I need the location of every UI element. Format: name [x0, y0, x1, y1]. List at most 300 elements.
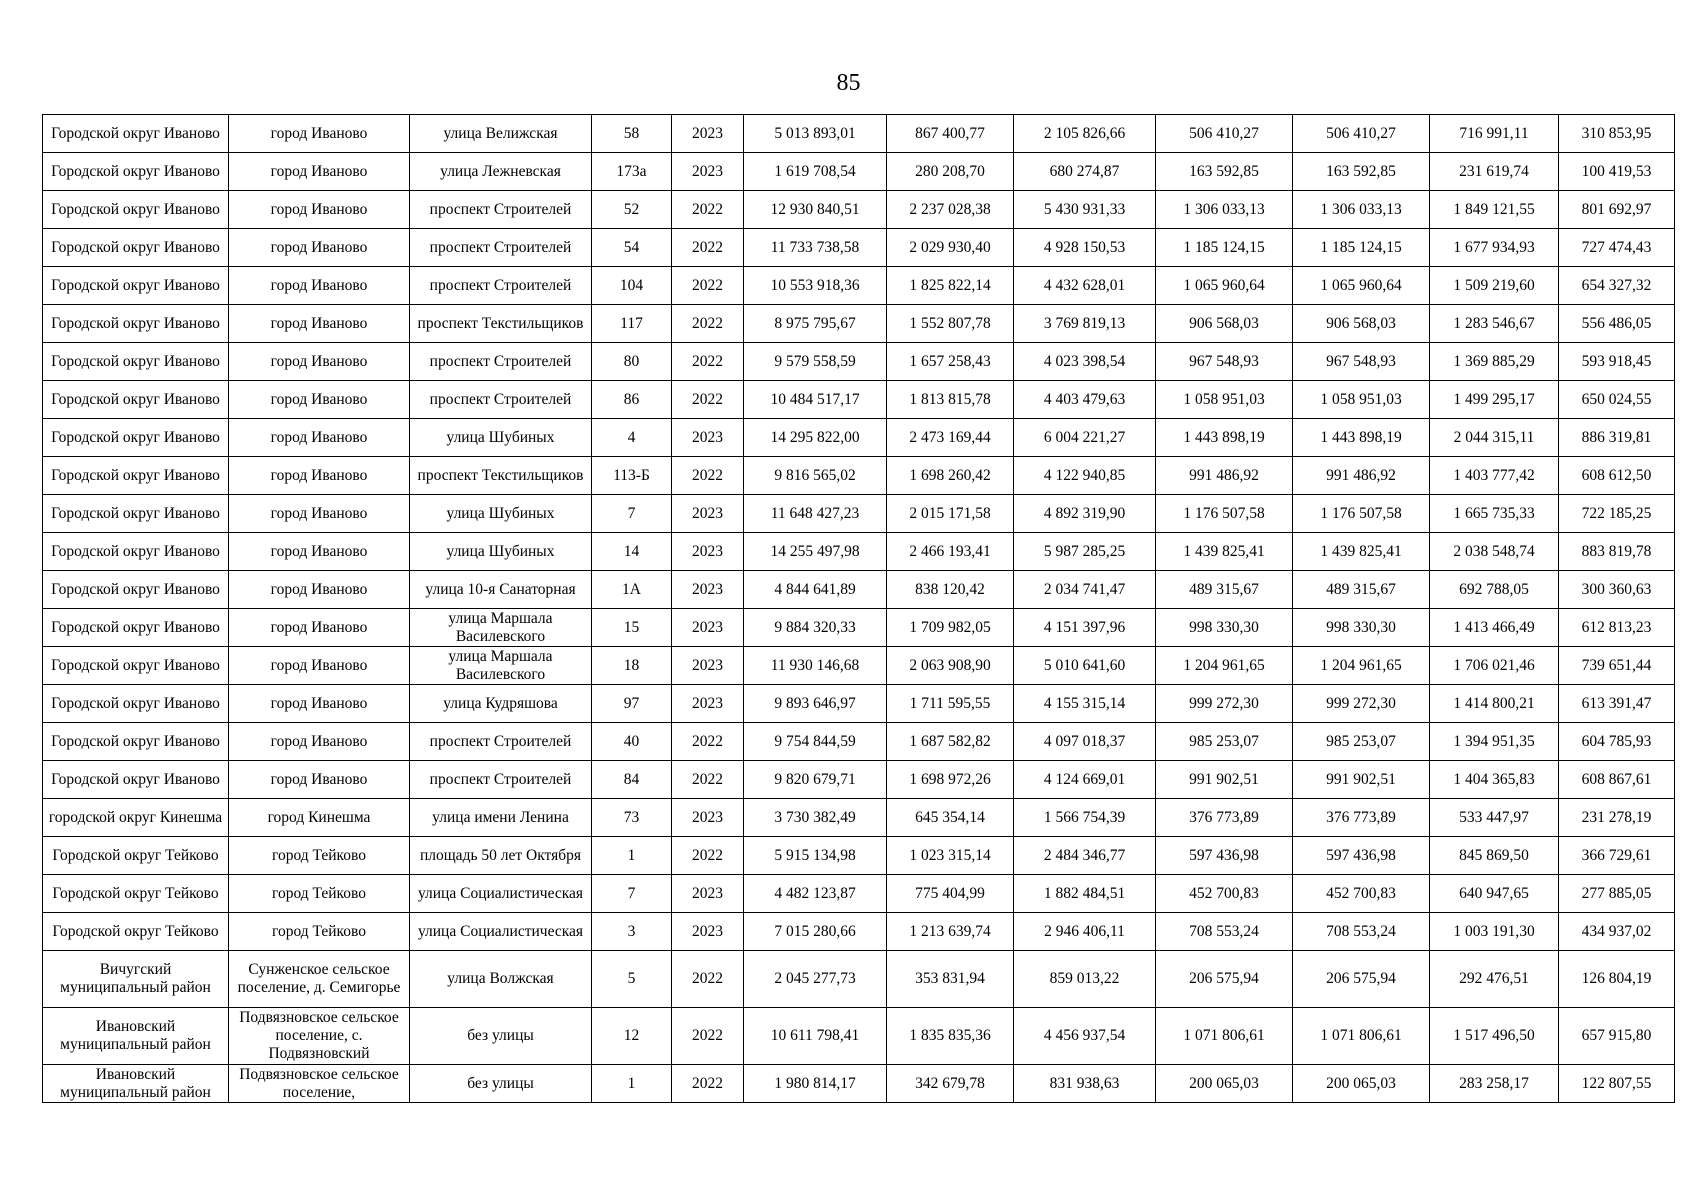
amount-cell: 831 938,63 — [1014, 1065, 1156, 1103]
amount-cell: 597 436,98 — [1293, 837, 1430, 875]
amount-cell: 2 044 315,11 — [1430, 419, 1559, 457]
total-cost-cell: 14 295 822,00 — [744, 419, 887, 457]
amount-cell: 4 122 940,85 — [1014, 457, 1156, 495]
year-cell: 2022 — [672, 837, 744, 875]
amount-cell: 1 499 295,17 — [1430, 381, 1559, 419]
street-cell: проспект Строителей — [410, 761, 592, 799]
amount-cell: 886 319,81 — [1559, 419, 1675, 457]
year-cell: 2023 — [672, 419, 744, 457]
municipality-cell: Городской округ Иваново — [43, 571, 229, 609]
house-number-cell: 5 — [592, 951, 672, 1008]
amount-cell: 4 151 397,96 — [1014, 609, 1156, 647]
amount-cell: 434 937,02 — [1559, 913, 1675, 951]
municipality-cell: Вичугский муниципальный район — [43, 951, 229, 1008]
amount-cell: 4 403 479,63 — [1014, 381, 1156, 419]
municipality-cell: Городской округ Иваново — [43, 419, 229, 457]
total-cost-cell: 3 730 382,49 — [744, 799, 887, 837]
amount-cell: 883 819,78 — [1559, 533, 1675, 571]
amount-cell: 1 065 960,64 — [1156, 267, 1293, 305]
municipality-cell: Городской округ Иваново — [43, 533, 229, 571]
total-cost-cell: 11 648 427,23 — [744, 495, 887, 533]
year-cell: 2022 — [672, 343, 744, 381]
amount-cell: 1 882 484,51 — [1014, 875, 1156, 913]
house-number-cell: 14 — [592, 533, 672, 571]
amount-cell: 1 706 021,46 — [1430, 647, 1559, 685]
amount-cell: 867 400,77 — [887, 115, 1014, 153]
amount-cell: 967 548,93 — [1156, 343, 1293, 381]
amount-cell: 801 692,97 — [1559, 191, 1675, 229]
amount-cell: 4 456 937,54 — [1014, 1008, 1156, 1065]
table-row — [43, 913, 1675, 951]
street-cell: улица Маршала Василевского — [410, 609, 592, 647]
amount-cell: 5 010 641,60 — [1014, 647, 1156, 685]
amount-cell: 1 439 825,41 — [1156, 533, 1293, 571]
house-number-cell: 7 — [592, 875, 672, 913]
amount-cell: 739 651,44 — [1559, 647, 1675, 685]
year-cell: 2023 — [672, 153, 744, 191]
amount-cell: 1 404 365,83 — [1430, 761, 1559, 799]
amount-cell: 1 657 258,43 — [887, 343, 1014, 381]
house-number-cell: 58 — [592, 115, 672, 153]
amount-cell: 300 360,63 — [1559, 571, 1675, 609]
amount-cell: 1 003 191,30 — [1430, 913, 1559, 951]
total-cost-cell: 11 930 146,68 — [744, 647, 887, 685]
street-cell: улица Шубиных — [410, 533, 592, 571]
street-cell: улица Шубиных — [410, 495, 592, 533]
table-row — [43, 343, 1675, 381]
table-row — [43, 685, 1675, 723]
year-cell: 2022 — [672, 723, 744, 761]
street-cell: улица Маршала Василевского — [410, 647, 592, 685]
municipality-cell: Городской округ Тейково — [43, 913, 229, 951]
amount-cell: 1 213 639,74 — [887, 913, 1014, 951]
housing-repair-table — [42, 114, 1675, 1103]
amount-cell: 100 419,53 — [1559, 153, 1675, 191]
amount-cell: 163 592,85 — [1293, 153, 1430, 191]
street-cell: проспект Текстильщиков — [410, 457, 592, 495]
house-number-cell: 3 — [592, 913, 672, 951]
table-row — [43, 229, 1675, 267]
total-cost-cell: 5 013 893,01 — [744, 115, 887, 153]
settlement-cell: город Иваново — [229, 229, 410, 267]
municipality-cell: Городской округ Иваново — [43, 305, 229, 343]
amount-cell: 1 306 033,13 — [1156, 191, 1293, 229]
amount-cell: 1 698 972,26 — [887, 761, 1014, 799]
settlement-cell: город Иваново — [229, 761, 410, 799]
house-number-cell: 104 — [592, 267, 672, 305]
table-row — [43, 419, 1675, 457]
house-number-cell: 1А — [592, 571, 672, 609]
amount-cell: 1 443 898,19 — [1156, 419, 1293, 457]
street-cell: без улицы — [410, 1065, 592, 1103]
table-row — [43, 495, 1675, 533]
amount-cell: 657 915,80 — [1559, 1008, 1675, 1065]
amount-cell: 1 185 124,15 — [1293, 229, 1430, 267]
settlement-cell: город Кинешма — [229, 799, 410, 837]
house-number-cell: 54 — [592, 229, 672, 267]
settlement-cell: город Иваново — [229, 153, 410, 191]
street-cell: улица имени Ленина — [410, 799, 592, 837]
amount-cell: 1 711 595,55 — [887, 685, 1014, 723]
amount-cell: 1 394 951,35 — [1430, 723, 1559, 761]
amount-cell: 2 946 406,11 — [1014, 913, 1156, 951]
amount-cell: 206 575,94 — [1156, 951, 1293, 1008]
amount-cell: 991 486,92 — [1293, 457, 1430, 495]
amount-cell: 1 698 260,42 — [887, 457, 1014, 495]
street-cell: проспект Строителей — [410, 267, 592, 305]
amount-cell: 597 436,98 — [1156, 837, 1293, 875]
amount-cell: 1 283 546,67 — [1430, 305, 1559, 343]
street-cell: площадь 50 лет Октября — [410, 837, 592, 875]
street-cell: проспект Строителей — [410, 229, 592, 267]
settlement-cell: город Иваново — [229, 571, 410, 609]
municipality-cell: Городской округ Иваново — [43, 723, 229, 761]
year-cell: 2023 — [672, 571, 744, 609]
total-cost-cell: 9 816 565,02 — [744, 457, 887, 495]
total-cost-cell: 7 015 280,66 — [744, 913, 887, 951]
table-row — [43, 153, 1675, 191]
settlement-cell: Подвязновское сельское поселение, с. Подвязновский — [229, 1008, 410, 1065]
amount-cell: 991 902,51 — [1293, 761, 1430, 799]
amount-cell: 4 023 398,54 — [1014, 343, 1156, 381]
settlement-cell: город Иваново — [229, 723, 410, 761]
street-cell: улица Социалистическая — [410, 913, 592, 951]
amount-cell: 1 835 835,36 — [887, 1008, 1014, 1065]
amount-cell: 906 568,03 — [1293, 305, 1430, 343]
year-cell: 2022 — [672, 457, 744, 495]
year-cell: 2022 — [672, 381, 744, 419]
amount-cell: 533 447,97 — [1430, 799, 1559, 837]
amount-cell: 2 034 741,47 — [1014, 571, 1156, 609]
amount-cell: 640 947,65 — [1430, 875, 1559, 913]
municipality-cell: Городской округ Иваново — [43, 685, 229, 723]
table-body — [43, 115, 1675, 1103]
amount-cell: 1 849 121,55 — [1430, 191, 1559, 229]
amount-cell: 2 473 169,44 — [887, 419, 1014, 457]
amount-cell: 2 484 346,77 — [1014, 837, 1156, 875]
table-row — [43, 761, 1675, 799]
year-cell: 2022 — [672, 761, 744, 799]
amount-cell: 1 439 825,41 — [1293, 533, 1430, 571]
amount-cell: 6 004 221,27 — [1014, 419, 1156, 457]
year-cell: 2022 — [672, 191, 744, 229]
year-cell: 2023 — [672, 685, 744, 723]
amount-cell: 1 023 315,14 — [887, 837, 1014, 875]
amount-cell: 1 665 735,33 — [1430, 495, 1559, 533]
amount-cell: 452 700,83 — [1156, 875, 1293, 913]
amount-cell: 5 987 285,25 — [1014, 533, 1156, 571]
amount-cell: 292 476,51 — [1430, 951, 1559, 1008]
year-cell: 2023 — [672, 495, 744, 533]
amount-cell: 991 486,92 — [1156, 457, 1293, 495]
amount-cell: 708 553,24 — [1156, 913, 1293, 951]
amount-cell: 2 237 028,38 — [887, 191, 1014, 229]
house-number-cell: 18 — [592, 647, 672, 685]
street-cell: проспект Строителей — [410, 343, 592, 381]
table-row — [43, 533, 1675, 571]
house-number-cell: 84 — [592, 761, 672, 799]
amount-cell: 604 785,93 — [1559, 723, 1675, 761]
amount-cell: 2 105 826,66 — [1014, 115, 1156, 153]
amount-cell: 1 709 982,05 — [887, 609, 1014, 647]
municipality-cell: Городской округ Иваново — [43, 267, 229, 305]
amount-cell: 376 773,89 — [1156, 799, 1293, 837]
total-cost-cell: 9 893 646,97 — [744, 685, 887, 723]
street-cell: проспект Строителей — [410, 381, 592, 419]
year-cell: 2022 — [672, 305, 744, 343]
amount-cell: 998 330,30 — [1156, 609, 1293, 647]
amount-cell: 991 902,51 — [1156, 761, 1293, 799]
amount-cell: 206 575,94 — [1293, 951, 1430, 1008]
year-cell: 2022 — [672, 267, 744, 305]
house-number-cell: 113-Б — [592, 457, 672, 495]
settlement-cell: город Тейково — [229, 913, 410, 951]
year-cell: 2023 — [672, 609, 744, 647]
total-cost-cell: 12 930 840,51 — [744, 191, 887, 229]
amount-cell: 366 729,61 — [1559, 837, 1675, 875]
amount-cell: 2 038 548,74 — [1430, 533, 1559, 571]
amount-cell: 999 272,30 — [1156, 685, 1293, 723]
municipality-cell: Городской округ Иваново — [43, 457, 229, 495]
amount-cell: 4 097 018,37 — [1014, 723, 1156, 761]
year-cell: 2022 — [672, 1065, 744, 1103]
settlement-cell: город Иваново — [229, 609, 410, 647]
municipality-cell: Городской округ Иваново — [43, 381, 229, 419]
amount-cell: 1 306 033,13 — [1293, 191, 1430, 229]
amount-cell: 1 443 898,19 — [1293, 419, 1430, 457]
amount-cell: 506 410,27 — [1293, 115, 1430, 153]
amount-cell: 1 517 496,50 — [1430, 1008, 1559, 1065]
amount-cell: 1 176 507,58 — [1156, 495, 1293, 533]
settlement-cell: город Иваново — [229, 115, 410, 153]
settlement-cell: город Тейково — [229, 875, 410, 913]
table-row — [43, 571, 1675, 609]
total-cost-cell: 9 820 679,71 — [744, 761, 887, 799]
amount-cell: 2 063 908,90 — [887, 647, 1014, 685]
amount-cell: 1 185 124,15 — [1156, 229, 1293, 267]
amount-cell: 1 552 807,78 — [887, 305, 1014, 343]
house-number-cell: 7 — [592, 495, 672, 533]
year-cell: 2023 — [672, 799, 744, 837]
year-cell: 2023 — [672, 533, 744, 571]
amount-cell: 998 330,30 — [1293, 609, 1430, 647]
amount-cell: 692 788,05 — [1430, 571, 1559, 609]
amount-cell: 1 176 507,58 — [1293, 495, 1430, 533]
municipality-cell: городской округ Кинешма — [43, 799, 229, 837]
year-cell: 2023 — [672, 875, 744, 913]
amount-cell: 200 065,03 — [1156, 1065, 1293, 1103]
amount-cell: 608 867,61 — [1559, 761, 1675, 799]
amount-cell: 650 024,55 — [1559, 381, 1675, 419]
street-cell: без улицы — [410, 1008, 592, 1065]
amount-cell: 4 124 669,01 — [1014, 761, 1156, 799]
settlement-cell: город Иваново — [229, 343, 410, 381]
amount-cell: 231 278,19 — [1559, 799, 1675, 837]
table-row — [43, 799, 1675, 837]
amount-cell: 1 687 582,82 — [887, 723, 1014, 761]
total-cost-cell: 9 754 844,59 — [744, 723, 887, 761]
total-cost-cell: 2 045 277,73 — [744, 951, 887, 1008]
year-cell: 2023 — [672, 115, 744, 153]
house-number-cell: 73 — [592, 799, 672, 837]
house-number-cell: 117 — [592, 305, 672, 343]
settlement-cell: город Иваново — [229, 419, 410, 457]
amount-cell: 3 769 819,13 — [1014, 305, 1156, 343]
total-cost-cell: 5 915 134,98 — [744, 837, 887, 875]
municipality-cell: Городской округ Тейково — [43, 837, 229, 875]
house-number-cell: 52 — [592, 191, 672, 229]
amount-cell: 722 185,25 — [1559, 495, 1675, 533]
year-cell: 2023 — [672, 913, 744, 951]
settlement-cell: Сунженское сельское поселение, д. Семигорье — [229, 951, 410, 1008]
table-row — [43, 191, 1675, 229]
amount-cell: 452 700,83 — [1293, 875, 1430, 913]
amount-cell: 376 773,89 — [1293, 799, 1430, 837]
municipality-cell: Городской округ Тейково — [43, 875, 229, 913]
amount-cell: 1 414 800,21 — [1430, 685, 1559, 723]
amount-cell: 2 466 193,41 — [887, 533, 1014, 571]
amount-cell: 1 071 806,61 — [1156, 1008, 1293, 1065]
table-row — [43, 647, 1675, 685]
settlement-cell: город Иваново — [229, 647, 410, 685]
amount-cell: 708 553,24 — [1293, 913, 1430, 951]
amount-cell: 4 892 319,90 — [1014, 495, 1156, 533]
amount-cell: 593 918,45 — [1559, 343, 1675, 381]
street-cell: проспект Текстильщиков — [410, 305, 592, 343]
table-row — [43, 609, 1675, 647]
page-number: 85 — [836, 70, 861, 96]
municipality-cell: Городской округ Иваново — [43, 153, 229, 191]
year-cell: 2022 — [672, 951, 744, 1008]
amount-cell: 838 120,42 — [887, 571, 1014, 609]
municipality-cell: Городской округ Иваново — [43, 495, 229, 533]
amount-cell: 1 403 777,42 — [1430, 457, 1559, 495]
total-cost-cell: 1 619 708,54 — [744, 153, 887, 191]
amount-cell: 613 391,47 — [1559, 685, 1675, 723]
amount-cell: 680 274,87 — [1014, 153, 1156, 191]
settlement-cell: город Иваново — [229, 685, 410, 723]
total-cost-cell: 9 884 320,33 — [744, 609, 887, 647]
municipality-cell: Городской округ Иваново — [43, 761, 229, 799]
year-cell: 2022 — [672, 229, 744, 267]
total-cost-cell: 9 579 558,59 — [744, 343, 887, 381]
amount-cell: 489 315,67 — [1293, 571, 1430, 609]
municipality-cell: Городской округ Иваново — [43, 343, 229, 381]
table-row — [43, 267, 1675, 305]
settlement-cell: Подвязновское сельское поселение, — [229, 1065, 410, 1103]
settlement-cell: город Иваново — [229, 191, 410, 229]
total-cost-cell: 10 611 798,41 — [744, 1008, 887, 1065]
amount-cell: 489 315,67 — [1156, 571, 1293, 609]
amount-cell: 200 065,03 — [1293, 1065, 1430, 1103]
total-cost-cell: 8 975 795,67 — [744, 305, 887, 343]
amount-cell: 1 204 961,65 — [1293, 647, 1430, 685]
street-cell: улица Лежневская — [410, 153, 592, 191]
street-cell: улица Кудряшова — [410, 685, 592, 723]
total-cost-cell: 10 484 517,17 — [744, 381, 887, 419]
amount-cell: 1 058 951,03 — [1293, 381, 1430, 419]
total-cost-cell: 4 844 641,89 — [744, 571, 887, 609]
amount-cell: 231 619,74 — [1430, 153, 1559, 191]
amount-cell: 906 568,03 — [1156, 305, 1293, 343]
amount-cell: 283 258,17 — [1430, 1065, 1559, 1103]
table-row — [43, 305, 1675, 343]
amount-cell: 1 813 815,78 — [887, 381, 1014, 419]
municipality-cell: Ивановский муниципальный район — [43, 1008, 229, 1065]
total-cost-cell: 14 255 497,98 — [744, 533, 887, 571]
house-number-cell: 15 — [592, 609, 672, 647]
municipality-cell: Городской округ Иваново — [43, 647, 229, 685]
amount-cell: 1 058 951,03 — [1156, 381, 1293, 419]
amount-cell: 5 430 931,33 — [1014, 191, 1156, 229]
table-row — [43, 381, 1675, 419]
amount-cell: 353 831,94 — [887, 951, 1014, 1008]
total-cost-cell: 10 553 918,36 — [744, 267, 887, 305]
amount-cell: 845 869,50 — [1430, 837, 1559, 875]
table-row — [43, 115, 1675, 153]
amount-cell: 280 208,70 — [887, 153, 1014, 191]
street-cell: проспект Строителей — [410, 723, 592, 761]
municipality-cell: Городской округ Иваново — [43, 115, 229, 153]
amount-cell: 2 015 171,58 — [887, 495, 1014, 533]
amount-cell: 967 548,93 — [1293, 343, 1430, 381]
house-number-cell: 86 — [592, 381, 672, 419]
amount-cell: 716 991,11 — [1430, 115, 1559, 153]
amount-cell: 556 486,05 — [1559, 305, 1675, 343]
amount-cell: 506 410,27 — [1156, 115, 1293, 153]
house-number-cell: 12 — [592, 1008, 672, 1065]
amount-cell: 1 065 960,64 — [1293, 267, 1430, 305]
amount-cell: 126 804,19 — [1559, 951, 1675, 1008]
amount-cell: 1 071 806,61 — [1293, 1008, 1430, 1065]
table-row — [43, 951, 1675, 1008]
house-number-cell: 173а — [592, 153, 672, 191]
amount-cell: 859 013,22 — [1014, 951, 1156, 1008]
municipality-cell: Городской округ Иваново — [43, 609, 229, 647]
amount-cell: 775 404,99 — [887, 875, 1014, 913]
street-cell: улица Велижская — [410, 115, 592, 153]
amount-cell: 608 612,50 — [1559, 457, 1675, 495]
amount-cell: 1 825 822,14 — [887, 267, 1014, 305]
amount-cell: 985 253,07 — [1293, 723, 1430, 761]
amount-cell: 310 853,95 — [1559, 115, 1675, 153]
house-number-cell: 97 — [592, 685, 672, 723]
total-cost-cell: 11 733 738,58 — [744, 229, 887, 267]
amount-cell: 1 204 961,65 — [1156, 647, 1293, 685]
amount-cell: 999 272,30 — [1293, 685, 1430, 723]
table-row — [43, 723, 1675, 761]
street-cell: улица Социалистическая — [410, 875, 592, 913]
amount-cell: 985 253,07 — [1156, 723, 1293, 761]
total-cost-cell: 4 482 123,87 — [744, 875, 887, 913]
municipality-cell: Городской округ Иваново — [43, 191, 229, 229]
amount-cell: 4 432 628,01 — [1014, 267, 1156, 305]
amount-cell: 4 928 150,53 — [1014, 229, 1156, 267]
house-number-cell: 40 — [592, 723, 672, 761]
amount-cell: 612 813,23 — [1559, 609, 1675, 647]
amount-cell: 654 327,32 — [1559, 267, 1675, 305]
amount-cell: 163 592,85 — [1156, 153, 1293, 191]
table-row — [43, 1008, 1675, 1065]
amount-cell: 1 369 885,29 — [1430, 343, 1559, 381]
table-row — [43, 837, 1675, 875]
table-row — [43, 1065, 1675, 1103]
settlement-cell: город Тейково — [229, 837, 410, 875]
house-number-cell: 4 — [592, 419, 672, 457]
table-row — [43, 457, 1675, 495]
settlement-cell: город Иваново — [229, 381, 410, 419]
municipality-cell: Ивановский муниципальный район — [43, 1065, 229, 1103]
